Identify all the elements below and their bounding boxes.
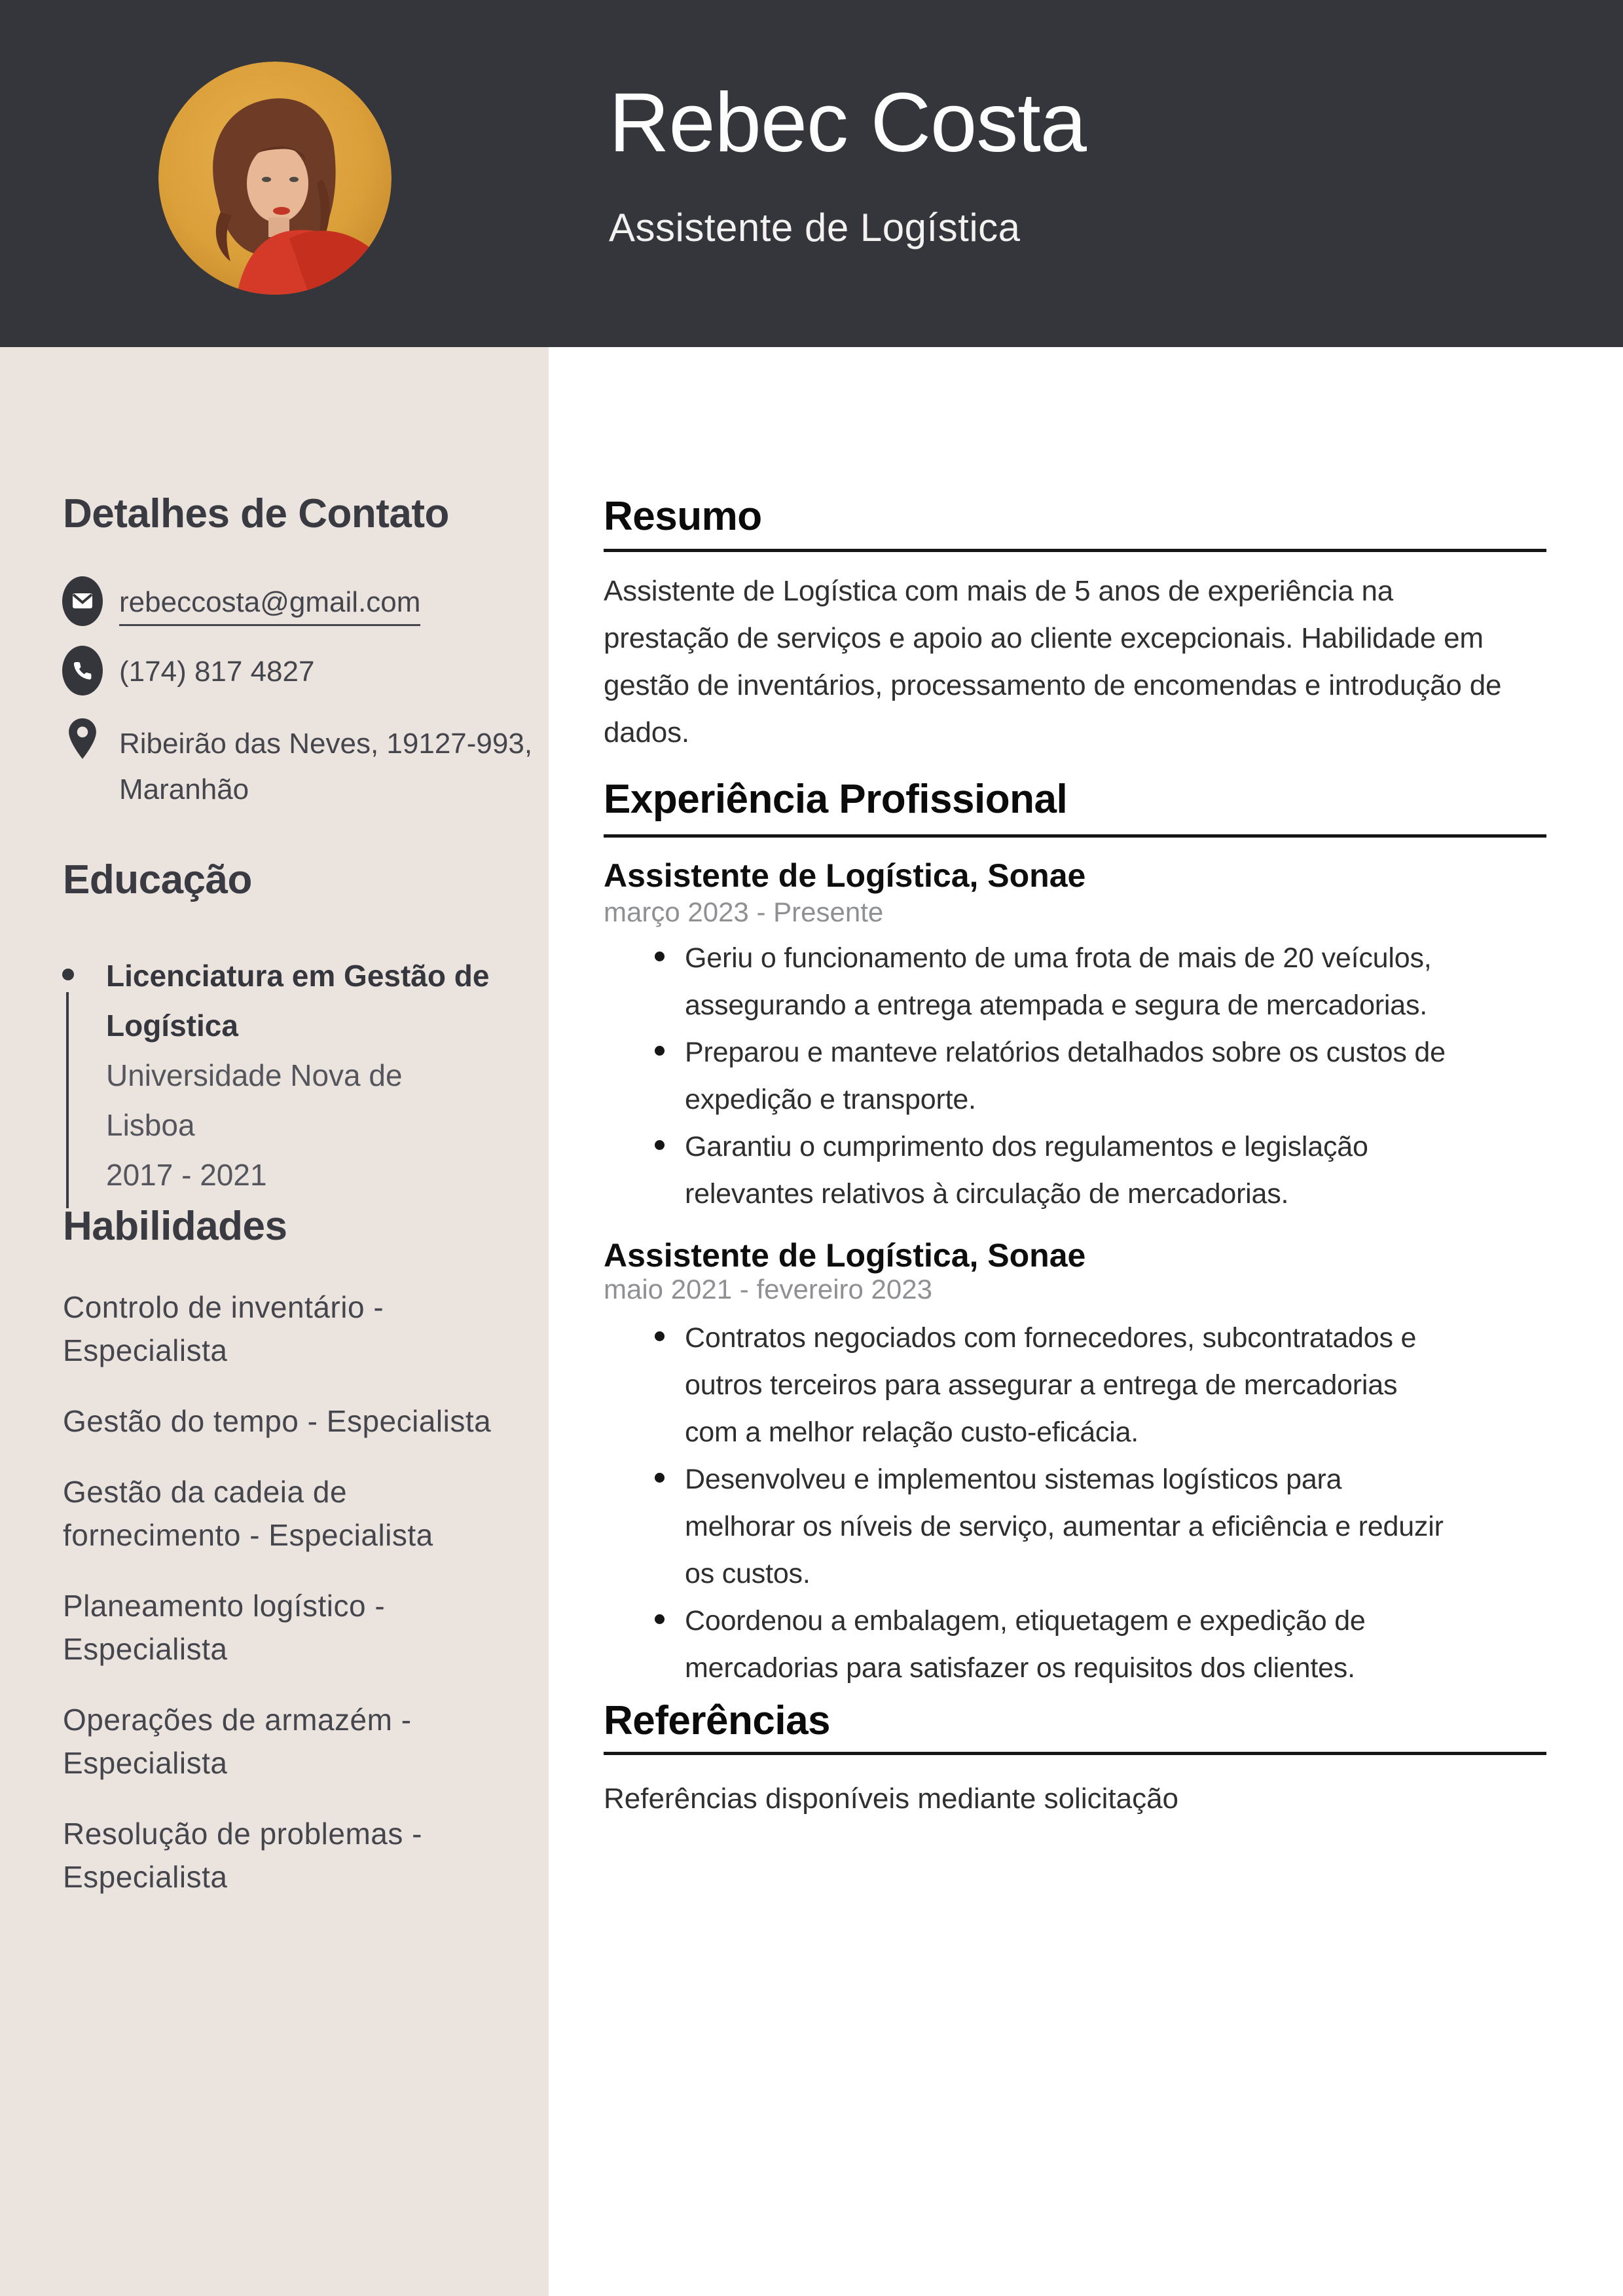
- person-job-title: Assistente de Logística: [609, 206, 1021, 250]
- skill-item: Operações de armazém - Especialista: [63, 1703, 412, 1780]
- avatar-photo-illustration: [158, 62, 392, 295]
- references-text: Referências disponíveis mediante solicitação: [604, 1783, 1179, 1815]
- contact-row-phone: [62, 646, 520, 698]
- skill-item: Gestão do tempo - Especialista: [63, 1404, 492, 1438]
- summary-heading: Resumo: [604, 494, 762, 539]
- education-degree-line: Logística: [106, 1009, 238, 1043]
- job-title-2: Assistente de Logística, Sonae: [604, 1237, 1086, 1274]
- avatar: [158, 62, 392, 295]
- education-detail-line: Lisboa: [106, 1108, 195, 1142]
- email-icon: [62, 576, 103, 626]
- education-timeline-dot: [62, 969, 74, 980]
- skill-item: Planeamento logístico - Especialista: [63, 1589, 386, 1666]
- email-value[interactable]: rebeccosta@gmail.com: [119, 584, 420, 626]
- education-entry: [106, 951, 512, 1200]
- experience-bullet: Preparou e manteve relatórios detalhados sobre os custos de expedição e transporte.: [655, 1029, 1447, 1123]
- location-line: Ribeirão das Neves, 19127-993,: [119, 728, 533, 760]
- job-bullets-2: [655, 1314, 1447, 1692]
- skill-item: Controlo de inventário - Especialista: [63, 1290, 384, 1367]
- job-title-1: Assistente de Logística, Sonae: [604, 857, 1086, 894]
- location-pin-icon: [62, 716, 103, 768]
- education-detail-line: Universidade Nova de: [106, 1058, 403, 1092]
- job-dates-1: março 2023 - Presente: [604, 897, 884, 927]
- skills-section-heading: Habilidades: [63, 1204, 287, 1249]
- contact-row-location: [62, 716, 533, 821]
- experience-bullet: Contratos negociados com fornecedores, subcontratados e outros terceiros para assegurar a entrega de mercadorias com a melhor relação custo-eficácia.: [655, 1314, 1447, 1456]
- summary-text: Assistente de Logística com mais de 5 anos de experiência na prestação de serviços e apoio ao cliente excepcionais. Habilidade em gestão de inventários, processamento de encomendas e introdução de dados.: [604, 575, 1502, 749]
- education-degree-line: Licenciatura em Gestão de: [106, 959, 490, 993]
- job-bullets-1: [655, 935, 1447, 1217]
- skill-item: Gestão da cadeia de fornecimento - Especialista: [63, 1475, 433, 1552]
- experience-rule: [604, 834, 1546, 838]
- experience-bullet: Coordenou a embalagem, etiquetagem e expedição de mercadorias para satisfazer os requisitos dos clientes.: [655, 1597, 1447, 1692]
- references-heading: Referências: [604, 1698, 831, 1743]
- experience-heading: Experiência Profissional: [604, 777, 1068, 822]
- person-name: Rebec Costa: [609, 76, 1086, 170]
- skill-item: Resolução de problemas - Especialista: [63, 1817, 422, 1894]
- references-rule: [604, 1752, 1546, 1755]
- summary-rule: [604, 549, 1546, 552]
- job-dates-2: maio 2021 - fevereiro 2023: [604, 1274, 932, 1305]
- contact-row-email: [62, 576, 520, 629]
- experience-bullet: Garantiu o cumprimento dos regulamentos e legislação relevantes relativos à circulação de mercadorias.: [655, 1123, 1447, 1217]
- phone-value: (174) 817 4827: [119, 656, 315, 688]
- location-line: Maranhão: [119, 773, 249, 805]
- location-value: [119, 721, 532, 813]
- education-section-heading: Educação: [63, 857, 252, 902]
- phone-icon: [62, 646, 103, 695]
- education-timeline-line: [66, 992, 69, 1208]
- contact-section-heading: Detalhes de Contato: [63, 491, 449, 536]
- experience-bullet: Geriu o funcionamento de uma frota de mais de 20 veículos, assegurando a entrega atempada e segura de mercadorias.: [655, 935, 1447, 1029]
- education-detail-line: 2017 - 2021: [106, 1158, 267, 1192]
- experience-bullet: Desenvolveu e implementou sistemas logísticos para melhorar os níveis de serviço, aumentar a eficiência e reduzir os custos.: [655, 1456, 1447, 1597]
- skills-list: [63, 1286, 508, 1926]
